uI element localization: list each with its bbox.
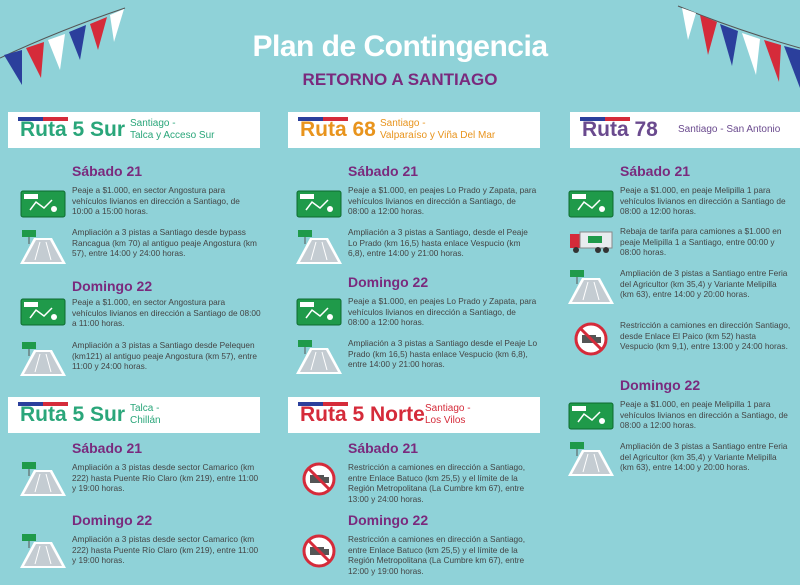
route-sub-1: Santiago -: [380, 118, 426, 129]
no-trucks-icon: [574, 322, 608, 356]
day-sabado: Sábado 21: [348, 440, 419, 456]
three-lanes-road-icon: [296, 340, 342, 374]
route-card-5-norte: [288, 397, 540, 433]
no-trucks-icon: [302, 534, 336, 568]
three-lanes-road-icon: [20, 230, 66, 264]
toll-card-icon: [568, 402, 614, 430]
info-item: Ampliación a 3 pistas a Santiago desde Pelequen (km121) al antiguo peaje Angostura (km 57), entre 11:00 y 24:00 horas.: [72, 340, 257, 371]
day-sabado: Sábado 21: [620, 163, 691, 179]
toll-card-icon: [20, 190, 66, 218]
toll-card-icon: [296, 298, 342, 326]
route-name: Ruta 5 Sur: [20, 118, 126, 141]
three-lanes-road-icon: [20, 462, 66, 496]
info-item: Ampliación a 3 pistas a Santiago desde el Peaje Lo Prado (km 16,5) hasta enlace Vespucio (km 6,8), entre 14:00 y 21:00 horas.: [348, 338, 538, 369]
info-item: Peaje a $1.000, en peajes Lo Prado y Zapata, para vehículos livianos en dirección a Santiago, de 08:00 a 12:00 horas.: [348, 185, 537, 216]
route-sub-1: Talca -: [130, 403, 160, 414]
info-item: Restricción a camiones en dirección Santiago, desde Enlace El Paico (km 52) hasta Vespucio (km 9,1), entre 13:00 y 24:00 horas.: [620, 320, 791, 351]
info-item: Peaje a $1.000, en peaje Melipilla 1 para vehículos livianos en dirección a Santiago de 08:00 a 12:00 horas.: [620, 185, 786, 216]
day-sabado: Sábado 21: [72, 440, 143, 456]
info-item: Ampliación a 3 pistas desde sector Camarico (km 222) hasta Puente Río Claro (km 219), entre 11:00 y 19:00 horas.: [72, 462, 259, 493]
three-lanes-road-icon: [568, 442, 614, 476]
three-lanes-road-icon: [20, 342, 66, 376]
day-domingo: Domingo 22: [72, 512, 153, 528]
day-domingo: Domingo 22: [72, 278, 153, 294]
page-title: Plan de Contingencia: [252, 30, 548, 63]
toll-card-icon: [296, 190, 342, 218]
route-name: Ruta 68: [300, 118, 376, 141]
toll-card-icon: [568, 190, 614, 218]
truck-icon: [568, 228, 614, 256]
route-sub-1: Santiago -: [130, 118, 176, 129]
info-item: Restricción a camiones en dirección a Santiago, entre Enlace Batuco (km 25,5) y el límite de la Región Metropolitana (La Cumbre km 67), entre 13:00 y 24:00 horas.: [348, 462, 526, 504]
day-sabado: Sábado 21: [348, 163, 419, 179]
route-name: Ruta 5 Sur: [20, 403, 126, 426]
info-item: Ampliación a 3 pistas a Santiago desde bypass Rancagua (km 70) al antiguo peaje Angostura (km 57), entre 14:00 y 24:00 horas.: [72, 227, 257, 258]
route-sub-2: Los Vilos: [425, 415, 466, 426]
info-item: Ampliación a 3 pistas desde sector Camarico (km 222) hasta Puente Río Claro (km 219), entre 11:00 y 19:00 horas.: [72, 534, 259, 565]
no-trucks-icon: [302, 462, 336, 496]
route-card-78: [570, 112, 800, 148]
route-sub-2: Valparaíso y Viña Del Mar: [380, 130, 496, 141]
info-item: Peaje a $1.000, en sector Angostura para vehículos livianos en dirección a Santiago de 08:00 a 11:00 horas.: [72, 297, 261, 328]
day-domingo: Domingo 22: [620, 377, 701, 393]
three-lanes-road-icon: [568, 270, 614, 304]
info-item: Peaje a $1.000, en peajes Lo Prado y Zapata, para vehículos livianos en dirección a Santiago, de 08:00 a 12:00 horas.: [348, 296, 537, 327]
route-sub-1: Santiago - San Antonio: [678, 124, 781, 135]
route-name: Ruta 78: [582, 118, 658, 141]
route-sub-2: Chillán: [130, 415, 161, 426]
info-item: Restricción a camiones en dirección a Santiago, entre Enlace Batuco (km 25,5) y el límite de la Región Metropolitana (La Cumbre km 67), entre 12:00 y 19:00 horas.: [348, 534, 526, 576]
route-card-68: [288, 112, 540, 148]
route-card-5-sur-talca: [8, 397, 260, 433]
route-card-5-sur: [8, 112, 260, 148]
info-item: Peaje a $1.000, en sector Angostura para vehículos livianos en dirección a Santiago, de 10:00 a 15:00 horas.: [72, 185, 240, 216]
route-name: Ruta 5 Norte: [300, 403, 425, 426]
day-sabado: Sábado 21: [72, 163, 143, 179]
three-lanes-road-icon: [20, 534, 66, 568]
info-item: Ampliación de 3 pistas a Santiago entre Feria del Agricultor (km 35,4) y Variante Melipilla (km 63), entre 14:00 y 20:00 horas.: [620, 441, 788, 472]
info-item: Peaje a $1.000, en peaje Melipilla 1 para vehículos livianos en dirección a Santiago, de 08:00 a 12:00 horas.: [620, 399, 788, 430]
day-domingo: Domingo 22: [348, 512, 429, 528]
page-subtitle: RETORNO A SANTIAGO: [302, 70, 498, 89]
info-item: Rebaja de tarifa para camiones a $1.000 en peaje Melipilla 1 a Santiago, entre 00:00 y 08:00 horas.: [620, 226, 782, 257]
route-sub-1: Santiago -: [425, 403, 471, 414]
route-sub-2: Talca y Acceso Sur: [130, 130, 215, 141]
toll-card-icon: [20, 298, 66, 326]
three-lanes-road-icon: [296, 230, 342, 264]
info-item: Ampliación a 3 pistas a Santiago, desde el Peaje Lo Prado (km 16,5) hasta enlace Vespucio (km 6,8), entre 14:00 y 21:00 horas.: [348, 227, 528, 258]
info-item: Ampliación de 3 pistas a Santiago entre Feria del Agricultor (km 35,4) y Variante Melipilla (km 63), entre 14:00 y 20:00 horas.: [620, 268, 788, 299]
day-domingo: Domingo 22: [348, 274, 429, 290]
